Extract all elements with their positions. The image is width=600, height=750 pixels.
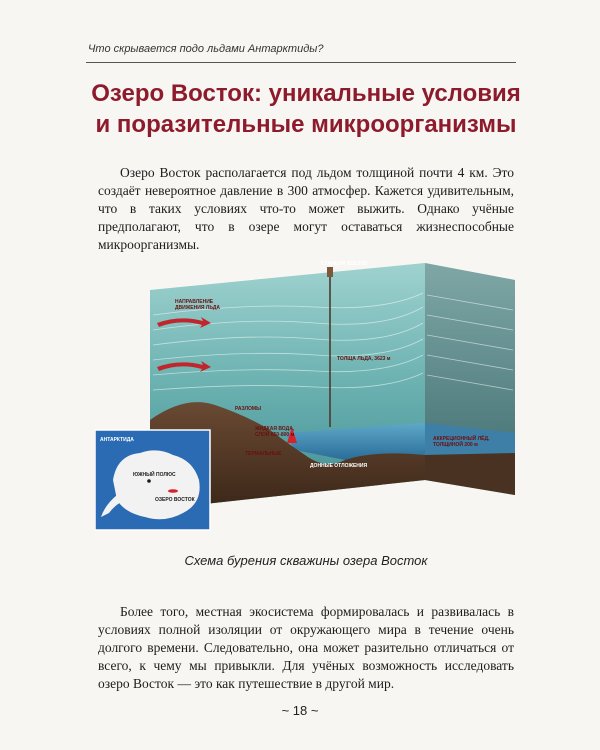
bedrock-side xyxy=(425,453,515,495)
lake-marker xyxy=(168,489,178,493)
label-accretion-ice-1: АККРЕЦИОННЫЙ ЛЁД, xyxy=(433,436,490,442)
label-thermal: ТЕРМАЛЬНЫЕ xyxy=(245,451,282,457)
title-line-2: и поразительные микроорганизмы xyxy=(95,111,517,138)
label-ice-thickness: ТОЛЩА ЛЬДА, 3623 м xyxy=(337,356,391,362)
label-station: СТАНЦИЯ ВОСТОК xyxy=(321,261,368,267)
label-ice-flow-2: ДВИЖЕНИЯ ЛЬДА xyxy=(175,305,221,311)
south-pole-marker xyxy=(147,479,151,483)
paragraph-ecosystem: Более того, местная экосистема формировалась и развивалась в условиях полной изоляции от окружающего мира в течение очень долгого времени. Следовательно, она может разительно отличаться от всего, к чему мы привыкли. Для учёных возможность исследовать озеро Восток — это как путешествие в другой мир. xyxy=(98,604,514,691)
paragraph-intro: Озеро Восток располагается под льдом толщиной почти 4 км. Это создаёт невероятное давление в 300 атмосфер. Кажется удивительным, что в таких условиях что-то может выжить. Однако учёные предполагают, что в озере могут оставаться жизнеспособные микроорганизмы. xyxy=(98,165,514,252)
label-lake-water-2: СЛОЙ 650-800 м xyxy=(255,432,295,438)
label-ice-flow-1: НАПРАВЛЕНИЕ xyxy=(175,299,214,305)
diagram-svg xyxy=(95,255,515,540)
lake-vostok-diagram xyxy=(95,255,515,540)
inset-title: АНТАРКТИДА xyxy=(100,437,134,443)
header-rule xyxy=(86,62,516,63)
label-lake-water-1: ЖИДКАЯ ВОДА, xyxy=(255,426,295,432)
label-accretion-ice-2: ТОЛЩИНОЙ 200 м xyxy=(433,442,478,448)
page-number: ~ 18 ~ xyxy=(281,703,319,718)
title-line-1: Озеро Восток: уникальные условия xyxy=(91,80,521,107)
figure-caption: Схема бурения скважины озера Восток xyxy=(184,553,428,568)
station-tower xyxy=(327,267,333,277)
inset-lake: ОЗЕРО ВОСТОК xyxy=(155,497,195,503)
inset-map xyxy=(95,430,210,530)
running-header: Что скрывается подо льдами Антарктиды? xyxy=(88,43,324,55)
label-sediments: ДОННЫЕ ОТЛОЖЕНИЯ xyxy=(310,463,368,469)
inset-south-pole: ЮЖНЫЙ ПОЛЮС xyxy=(133,472,176,478)
label-fault: РАЗЛОМЫ xyxy=(235,406,261,412)
page-title xyxy=(86,78,526,140)
